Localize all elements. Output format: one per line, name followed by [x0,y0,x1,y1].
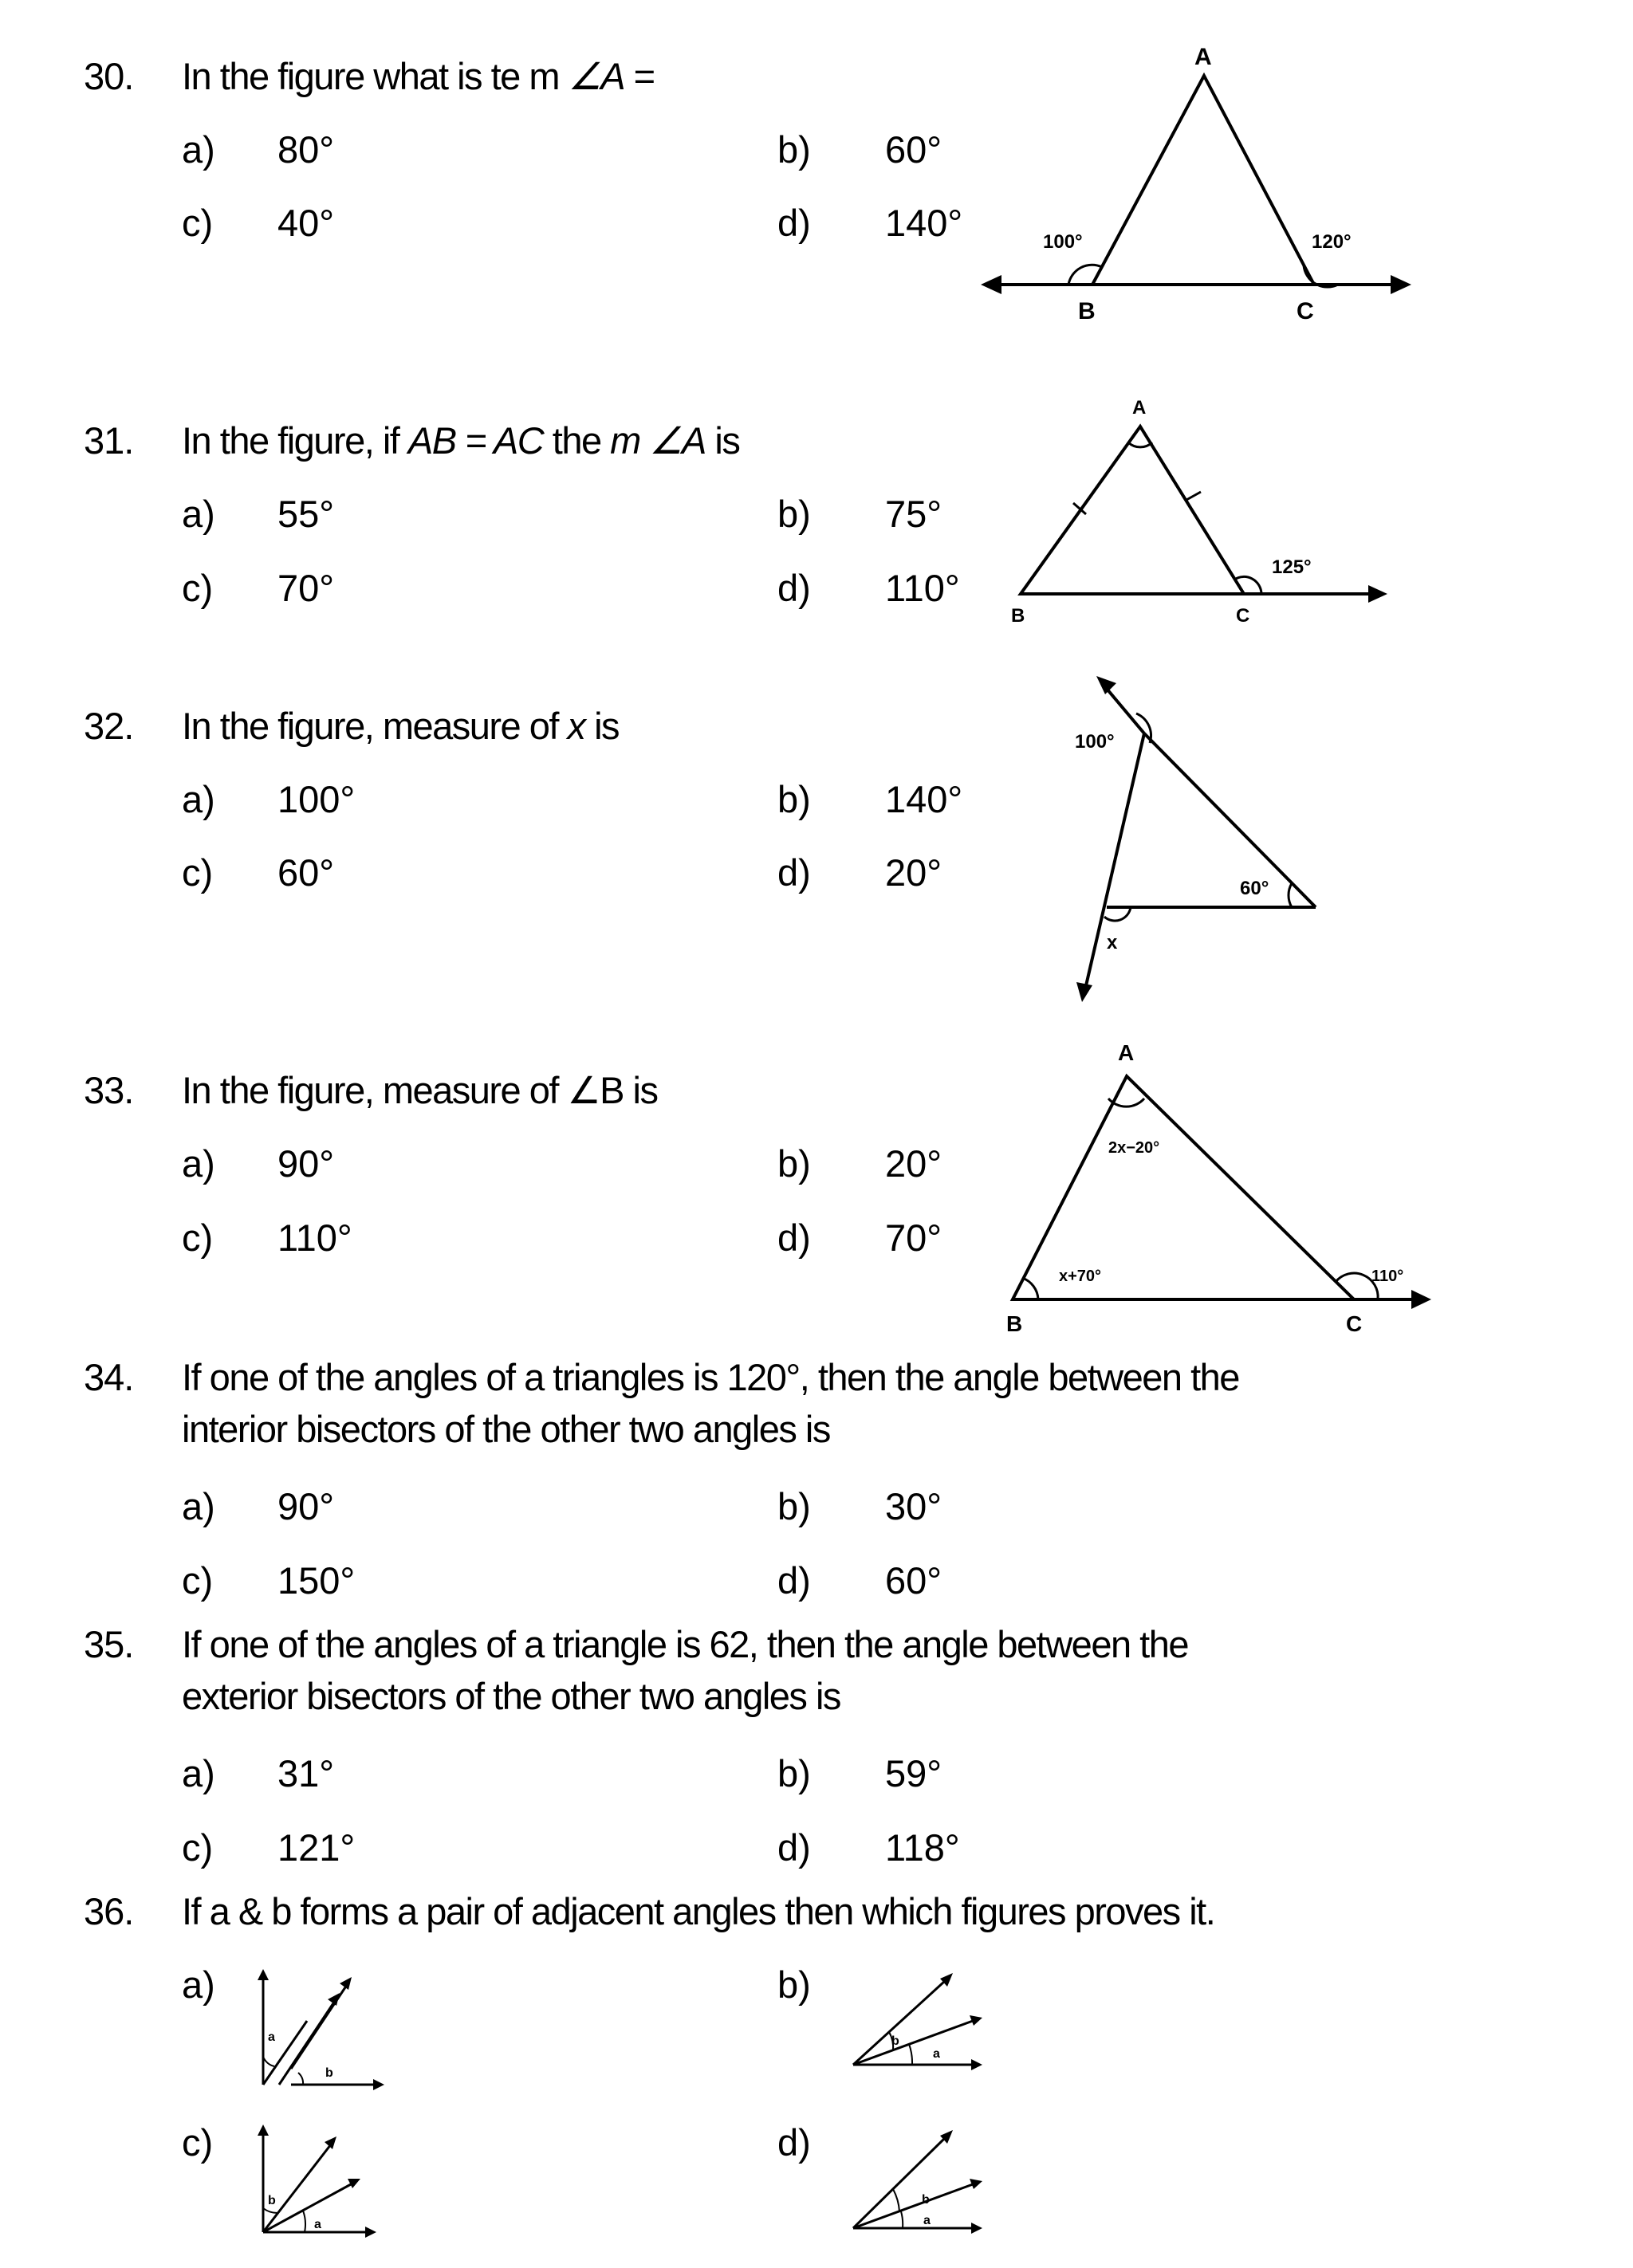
question-number: 32. [84,705,134,747]
question-stem [182,54,655,99]
stem-text-end: is [624,1069,658,1111]
question-stem-line-2: interior bisectors of the other two angles is [182,1408,830,1450]
left-side-extended [1084,733,1144,992]
vertex-a-label: A [1194,44,1212,70]
angle-x-label: x [1107,932,1118,953]
angle-arc-right [1289,883,1292,907]
option-c-label: c) [182,1559,214,1602]
option-c-value: 110° [277,1217,352,1259]
stem-variable: x [567,705,585,747]
option-a-value: 80° [277,128,335,171]
arrow-up-left-icon [1096,676,1116,694]
option-d-label: d) [777,2121,811,2164]
angle-a-label: a [268,2030,275,2044]
option-a-label: a) [182,1485,215,1527]
extended-side-top [1103,684,1144,733]
stem-text: In the figure, if [182,419,408,462]
vertex-c-label: C [1297,298,1314,324]
option-a-value: 90° [277,1142,335,1185]
vertex-b-label: B [1078,298,1096,324]
option-c-figure [247,2125,391,2244]
option-a-label: a) [182,778,215,820]
hypotenuse [1144,733,1316,907]
angle-b-label: b [891,2034,899,2048]
q32-triangle-figure [1060,670,1363,1004]
option-d-label: d) [777,567,811,609]
option-c-label: c) [182,567,214,609]
arrow-left-icon [981,275,1001,294]
option-a-figure [247,1969,391,2097]
option-b-value: 140° [885,778,963,820]
stem-text-end: is [705,419,740,462]
vertex-b-label: B [1006,1311,1023,1336]
option-b-figure [845,1965,989,2077]
angle-b-label: 100° [1043,231,1083,253]
option-c-value: 150° [277,1559,356,1602]
option-c-label: c) [182,851,214,894]
q33-triangle-figure [997,1036,1443,1336]
option-c-label: c) [182,1826,214,1869]
angle-b-label: b [325,2066,333,2080]
angle-arc-x [1104,907,1131,921]
option-a-value: 31° [277,1752,335,1794]
stem-text-mid: the [543,419,611,462]
q31-triangle-figure [1005,395,1403,634]
question-stem-line-1: If one of the angles of a triangle is 62, then the angle between the [182,1623,1188,1665]
option-c-value: 60° [277,851,335,894]
question-number: 35. [84,1623,134,1665]
option-d-label: d) [777,1559,811,1602]
vertex-a-label: A [1118,1040,1135,1065]
arrow-right-icon [1368,585,1387,603]
option-d-value: 60° [885,1559,942,1602]
option-b-value: 59° [885,1752,942,1794]
angle-b-label: b [268,2194,276,2207]
stem-equation: AB = AC [407,419,544,462]
question-stem: If a & b forms a pair of adjacent angles then which figures proves it. [182,1890,1215,1932]
option-d-label: d) [777,1826,811,1869]
triangle [1092,76,1314,285]
stem-text: In the figure, measure of [182,705,568,747]
option-d-label: d) [777,851,811,894]
option-d-value: 118° [885,1826,960,1869]
vertex-b-label: B [1011,605,1025,627]
question-stem [182,1068,658,1113]
option-d-value: 110° [885,567,960,609]
option-a-label: a) [182,128,215,171]
question-number: 34. [84,1356,134,1398]
triangle [1013,1076,1354,1299]
stem-angle: m ∠A [610,419,706,462]
vertex-a-label: A [1132,397,1147,419]
option-a-value: 100° [277,778,356,820]
question-stem [182,704,619,748]
angle-a-label: 2x−20° [1108,1139,1160,1157]
question-number: 36. [84,1890,134,1932]
angle-top-label: 100° [1075,731,1115,753]
option-b-label: b) [777,1752,811,1794]
option-d-figure [845,2121,989,2240]
stem-angle: ∠B [567,1069,624,1111]
option-c-label: c) [182,2121,214,2164]
option-b-label: b) [777,128,811,171]
question-number: 33. [84,1069,134,1111]
option-c-value: 70° [277,567,335,609]
stem-angle: ∠A [568,55,625,97]
arrow-down-icon [1076,982,1092,1002]
angle-c-label: 125° [1272,556,1312,578]
option-d-value: 70° [885,1217,942,1259]
option-c-label: c) [182,202,214,244]
option-d-label: d) [777,1217,811,1259]
option-d-value: 140° [885,202,963,244]
option-c-value: 40° [277,202,335,244]
angle-a-label: a [933,2047,940,2061]
question-number: 31. [84,419,134,462]
angle-c-label: 120° [1312,231,1352,253]
option-b-label: b) [777,493,811,535]
option-a-label: a) [182,1142,215,1185]
stem-text-end: is [584,705,620,747]
angle-right-label: 60° [1240,878,1269,899]
vertex-c-label: C [1346,1311,1363,1336]
option-a-label: a) [182,493,215,535]
option-b-label: b) [777,778,811,820]
option-d-label: d) [777,202,811,244]
stem-text-end: = [624,55,655,97]
option-b-label: b) [777,1485,811,1527]
stem-text: In the figure, measure of [182,1069,568,1111]
option-c-value: 121° [277,1826,356,1869]
arrow-right-icon [1391,275,1411,294]
option-b-value: 60° [885,128,942,171]
arrow-right-icon [1411,1290,1431,1309]
vertex-c-label: C [1236,605,1250,627]
angle-b-label: b [922,2193,930,2207]
option-a-value: 90° [277,1485,335,1527]
option-b-value: 30° [885,1485,942,1527]
q30-triangle-figure [981,44,1427,331]
option-b-label: b) [777,1142,811,1185]
option-a-label: a) [182,1752,215,1794]
angle-a-label: a [314,2218,321,2231]
option-b-label: b) [777,1963,811,2006]
option-d-value: 20° [885,851,942,894]
question-stem-line-2: exterior bisectors of the other two angles is [182,1675,840,1717]
option-a-value: 55° [277,493,335,535]
question-stem [182,419,739,463]
angle-arc-a [1128,442,1152,447]
option-b-value: 75° [885,493,942,535]
stem-text: In the figure what is te m [182,55,560,97]
option-b-value: 20° [885,1142,942,1185]
question-stem-line-1: If one of the angles of a triangles is 120°, then the angle between the [182,1356,1239,1398]
angle-b-label: x+70° [1059,1268,1102,1285]
angle-c-label: 110° [1371,1268,1404,1285]
tick-mark-ac [1186,492,1201,500]
option-c-label: c) [182,1217,214,1259]
angle-a-label: a [923,2214,931,2227]
angle-arc-b [1022,1278,1038,1299]
triangle [1021,426,1244,594]
option-a-label: a) [182,1963,215,2006]
question-number: 30. [84,55,134,97]
